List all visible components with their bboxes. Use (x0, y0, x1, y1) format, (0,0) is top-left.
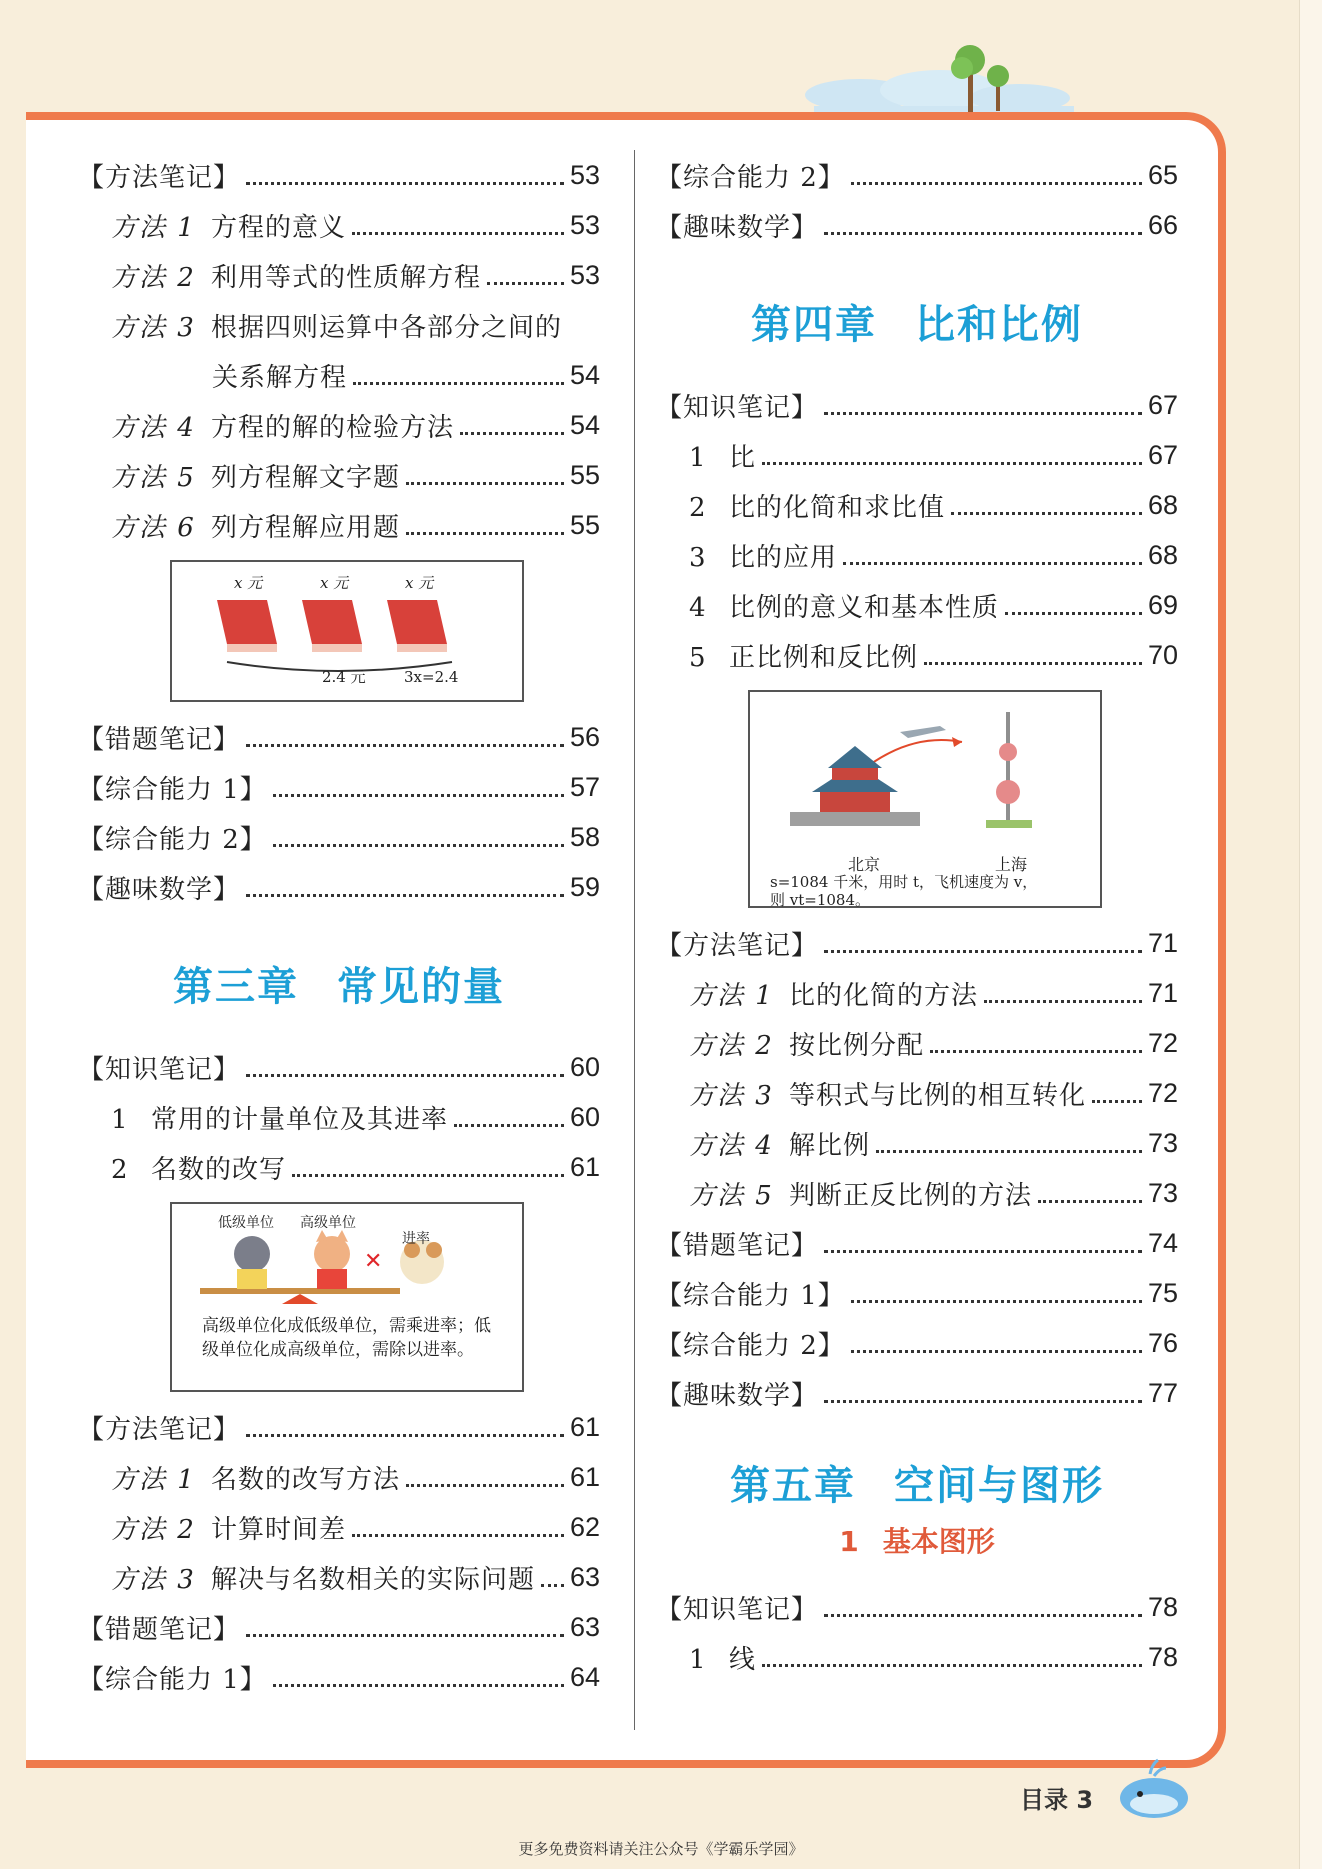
toc-entry-text: 等积式与比例的相互转化 (789, 1080, 1087, 1111)
toc-entry-text: 【方法笔记】 (78, 1414, 241, 1445)
toc-entry[interactable] (78, 1402, 600, 1452)
right-column (656, 150, 1178, 1682)
page-number: 76 (1147, 1327, 1178, 1358)
toc-entry-label (78, 1609, 246, 1646)
leader-dots (246, 1634, 564, 1637)
book-equation-label: 3x=2.4 (404, 668, 459, 686)
leader-dots (824, 1614, 1142, 1617)
panel-border-accent (26, 112, 56, 120)
toc-entry-label (212, 357, 353, 394)
toc-entry-label (111, 307, 568, 344)
leader-dots (541, 1584, 564, 1587)
section-1-title: 基本图形 (882, 1525, 995, 1558)
toc-entry-label (111, 257, 487, 294)
page-number: 63 (569, 1561, 600, 1592)
toc-entry-text: 【错题笔记】 (656, 1230, 819, 1261)
toc-entry-label (78, 869, 246, 906)
toc-entry[interactable] (78, 1602, 600, 1652)
page-number: 77 (1147, 1377, 1178, 1408)
whale-icon (1110, 1754, 1200, 1824)
toc-entry[interactable] (78, 1452, 600, 1502)
page-number: 59 (569, 871, 600, 902)
page-number: 53 (569, 209, 600, 240)
toc-entry-text: 根据四则运算中各部分之间的 (211, 312, 563, 343)
toc-entry-label (656, 157, 851, 194)
leader-dots (246, 1074, 564, 1077)
toc-entry-label (78, 157, 246, 194)
page-number: 67 (1147, 389, 1178, 420)
item-number: 3 (689, 542, 707, 573)
leader-dots (824, 1400, 1142, 1403)
toc-entry-label (111, 1099, 454, 1136)
leader-dots (824, 232, 1142, 235)
leader-dots (1092, 1100, 1142, 1103)
chapter-4-heading (656, 270, 1178, 380)
toc-entry-label (656, 925, 824, 962)
toc-entry-text: 解决与名数相关的实际问题 (211, 1564, 536, 1595)
toc-entry-text: 【知识笔记】 (78, 1054, 241, 1085)
toc-entry-label (656, 1375, 824, 1412)
travel-caption-line-2: 则 vt=1084。 (770, 891, 871, 909)
leader-dots (984, 1000, 1142, 1003)
toc-entry[interactable] (656, 1068, 1178, 1118)
toc-entry[interactable] (78, 500, 600, 550)
page-number: 71 (1147, 927, 1178, 958)
item-number: 2 (111, 1154, 129, 1185)
toc-entry-text: 【趣味数学】 (78, 874, 241, 905)
toc-entry-text: 【方法笔记】 (78, 162, 241, 193)
toc-entry-text: 【知识笔记】 (656, 392, 819, 423)
toc-entry-label (111, 207, 352, 244)
toc-entry-text: 【综合能力 2】 (78, 824, 267, 855)
page-number: 56 (569, 721, 600, 752)
page-number: 71 (1147, 977, 1178, 1008)
toc-entry-text: 比 (729, 442, 757, 473)
toc-entry[interactable] (78, 1092, 600, 1142)
page-number: 67 (1147, 439, 1178, 470)
toc-entry-text: 【综合能力 1】 (78, 1664, 267, 1695)
page-number: 64 (569, 1661, 600, 1692)
chapter-4-title: 比和比例 (915, 302, 1083, 348)
rate-label: 进率 (402, 1231, 430, 1247)
toc-entry[interactable] (656, 1018, 1178, 1068)
leader-dots (851, 1300, 1142, 1303)
units-caption: 高级单位化成低级单位，需乘进率；低级单位化成高级单位，需除以进率。 (202, 1316, 491, 1360)
trees-and-clouds-decoration (790, 20, 1090, 120)
travel-caption-line-1: s=1084 千米，用时 t，飞机速度为 v， (770, 873, 1038, 891)
toc-entry[interactable] (656, 1582, 1178, 1632)
page-number: 62 (569, 1511, 600, 1542)
travel-drawing (750, 692, 1100, 852)
page-number: 61 (569, 1461, 600, 1492)
toc-entry[interactable] (78, 1552, 600, 1602)
toc-entry[interactable] (656, 430, 1178, 480)
toc-entry[interactable] (78, 150, 600, 200)
toc-entry-text: 比的化简和求比值 (729, 492, 946, 523)
page-tag: 目录 3 (1020, 1786, 1094, 1814)
toc-entry-label (78, 769, 273, 806)
toc-entry-label (111, 407, 460, 444)
toc-entry[interactable] (656, 1368, 1178, 1418)
toc-entry[interactable] (656, 630, 1178, 680)
page-number: 54 (569, 359, 600, 390)
toc-entry-label (689, 487, 951, 524)
page-number: 66 (1147, 209, 1178, 240)
toc-entry[interactable] (78, 1502, 600, 1552)
toc-entry-text: 按比例分配 (789, 1030, 925, 1061)
page-number: 65 (1147, 159, 1178, 190)
method-tag: 方法 5 (689, 1180, 774, 1211)
toc-entry-text: 利用等式的性质解方程 (211, 262, 482, 293)
chapter-3-number: 第三章 (173, 964, 299, 1010)
toc-entry[interactable] (78, 300, 600, 350)
leader-dots (762, 1664, 1142, 1667)
toc-entry-text: 名数的改写方法 (211, 1464, 401, 1495)
toc-entry[interactable] (78, 1142, 600, 1192)
toc-entry-label (656, 387, 824, 424)
toc-entry-label (689, 1125, 876, 1162)
method-tag: 方法 2 (111, 262, 196, 293)
leader-dots (824, 950, 1142, 953)
toc-entry-label (689, 437, 762, 474)
toc-entry-text: 列方程解文字题 (211, 462, 401, 493)
leader-dots (246, 182, 564, 185)
page-number: 69 (1147, 589, 1178, 620)
page-number: 78 (1147, 1641, 1178, 1672)
toc-entry-label (689, 1025, 930, 1062)
page-number: 73 (1147, 1177, 1178, 1208)
toc-entry[interactable] (78, 250, 600, 300)
toc-entry[interactable] (656, 1118, 1178, 1168)
leader-dots (273, 1684, 564, 1687)
toc-entry-text: 【错题笔记】 (78, 724, 241, 755)
toc-entry[interactable] (78, 762, 600, 812)
item-number: 4 (689, 592, 707, 623)
leader-dots (246, 1434, 564, 1437)
page-number: 68 (1147, 489, 1178, 520)
toc-entry-label (689, 975, 984, 1012)
page-edge (1299, 0, 1322, 1869)
toc-entry[interactable] (656, 580, 1178, 630)
toc-entry-label (656, 1225, 824, 1262)
toc-entry[interactable] (78, 450, 600, 500)
toc-entry-label (111, 457, 406, 494)
toc-entry-text: 比例的意义和基本性质 (729, 592, 1000, 623)
leader-dots (487, 282, 564, 285)
toc-entry-text: 名数的改写 (151, 1154, 287, 1185)
method-tag: 方法 1 (689, 980, 774, 1011)
leader-dots (273, 794, 564, 797)
method-tag: 方法 3 (111, 312, 196, 343)
page-number: 61 (569, 1411, 600, 1442)
toc-entry-label (656, 1325, 851, 1362)
toc-entry-label (111, 507, 406, 544)
leader-dots (292, 1174, 564, 1177)
left-column (78, 150, 600, 1702)
item-number: 1 (111, 1104, 129, 1135)
page-number: 60 (569, 1051, 600, 1082)
item-number: 5 (689, 642, 707, 673)
book-total-label: 2.4 元 (322, 668, 366, 686)
page-number: 53 (569, 259, 600, 290)
units-illustration (170, 1202, 524, 1392)
leader-dots (406, 532, 564, 535)
leader-dots (851, 1350, 1142, 1353)
toc-entry-text: 比的化简的方法 (789, 980, 979, 1011)
leader-dots (824, 412, 1142, 415)
toc-entry-text: 方程的解的检验方法 (211, 412, 455, 443)
toc-entry[interactable] (78, 712, 600, 762)
toc-entry-text: 线 (729, 1644, 757, 1675)
method-tag: 方法 2 (689, 1030, 774, 1061)
leader-dots (824, 1250, 1142, 1253)
page-number: 63 (569, 1611, 600, 1642)
method-tag: 方法 4 (111, 412, 196, 443)
leader-dots (406, 1484, 564, 1487)
column-divider (634, 150, 635, 1730)
toc-entry-text: 计算时间差 (211, 1514, 347, 1545)
toc-entry-text: 判断正反比例的方法 (789, 1180, 1033, 1211)
toc-entry-text: 【趣味数学】 (656, 212, 819, 243)
toc-entry[interactable] (78, 1652, 600, 1702)
page-number: 57 (569, 771, 600, 802)
section-1-number: 1 (839, 1525, 859, 1558)
toc-entry[interactable] (656, 1168, 1178, 1218)
page-number: 68 (1147, 539, 1178, 570)
chapter-5-heading (656, 1438, 1178, 1522)
page-number: 58 (569, 821, 600, 852)
page-number: 73 (1147, 1127, 1178, 1158)
item-number: 2 (689, 492, 707, 523)
chapter-5-title: 空间与图形 (894, 1463, 1104, 1509)
toc-entry-text: 比的应用 (729, 542, 838, 573)
toc-entry[interactable] (656, 480, 1178, 530)
leader-dots (246, 744, 564, 747)
toc-entry-text: 【错题笔记】 (78, 1614, 241, 1645)
toc-entry-text: 解比例 (789, 1130, 871, 1161)
toc-entry[interactable] (78, 200, 600, 250)
chapter-3-title: 常见的量 (337, 964, 505, 1010)
method-tag: 方法 2 (111, 1514, 196, 1545)
toc-entry[interactable] (656, 1318, 1178, 1368)
book-price-label-3: x 元 (405, 574, 434, 592)
toc-entry[interactable] (78, 350, 600, 400)
toc-entry-label (656, 1275, 851, 1312)
method-tag: 方法 3 (111, 1564, 196, 1595)
page-number: 53 (569, 159, 600, 190)
leader-dots (924, 662, 1142, 665)
toc-entry-text: 【综合能力 1】 (656, 1280, 845, 1311)
page-number: 54 (569, 409, 600, 440)
page-number: 55 (569, 509, 600, 540)
leader-dots (406, 482, 564, 485)
toc-entry-label (111, 1559, 541, 1596)
leader-dots (273, 844, 564, 847)
toc-entry-text: 【方法笔记】 (656, 930, 819, 961)
toc-entry-label (689, 537, 843, 574)
books-illustration (170, 560, 524, 702)
toc-entry-label (78, 719, 246, 756)
toc-entry-label (689, 587, 1005, 624)
chapter-5-number: 第五章 (730, 1463, 856, 1509)
method-tag: 方法 1 (111, 212, 196, 243)
toc-entry[interactable] (656, 380, 1178, 430)
chapter-3-heading (78, 932, 600, 1042)
method-tag: 方法 1 (111, 1464, 196, 1495)
city-a-label: 北京 (848, 855, 881, 874)
toc-entry-text: 常用的计量单位及其进率 (151, 1104, 449, 1135)
leader-dots (851, 182, 1142, 185)
toc-entry[interactable] (656, 200, 1178, 250)
chapter-4-number: 第四章 (751, 302, 877, 348)
toc-entry-label (689, 1175, 1038, 1212)
footer-note: 更多免费资料请关注公众号《学霸乐学园》 (518, 1840, 804, 1858)
toc-entry-text: 关系解方程 (212, 362, 348, 393)
method-tag: 方法 4 (689, 1130, 774, 1161)
toc-entry[interactable] (656, 1268, 1178, 1318)
leader-dots (876, 1150, 1142, 1153)
page-number: 75 (1147, 1277, 1178, 1308)
leader-dots (843, 562, 1142, 565)
leader-dots (1038, 1200, 1142, 1203)
toc-entry-label (689, 637, 924, 674)
leader-dots (352, 1534, 564, 1537)
page-number: 78 (1147, 1591, 1178, 1622)
toc-entry-text: 【趣味数学】 (656, 1380, 819, 1411)
page-number: 72 (1147, 1077, 1178, 1108)
toc-entry[interactable] (656, 1632, 1178, 1682)
leader-dots (246, 894, 564, 897)
toc-entry-text: 【综合能力 2】 (656, 162, 845, 193)
low-unit-label: 低级单位 (218, 1215, 274, 1231)
method-tag: 方法 3 (689, 1080, 774, 1111)
leader-dots (930, 1050, 1142, 1053)
item-number: 1 (689, 1644, 707, 1675)
svg-text:✕: ✕ (364, 1249, 383, 1274)
section-1-heading (656, 1522, 1178, 1582)
high-unit-label: 高级单位 (300, 1215, 356, 1231)
city-b-label: 上海 (995, 855, 1028, 874)
page-number: 70 (1147, 639, 1178, 670)
toc-entry[interactable] (78, 862, 600, 912)
leader-dots (352, 232, 564, 235)
toc-entry-label (656, 207, 824, 244)
item-number: 1 (689, 442, 707, 473)
toc-entry-label (656, 1589, 824, 1626)
method-tag: 方法 6 (111, 512, 196, 543)
page-number: 74 (1147, 1227, 1178, 1258)
toc-entry[interactable] (78, 812, 600, 862)
toc-entry-text: 正比例和反比例 (729, 642, 919, 673)
leader-dots (460, 432, 564, 435)
toc-entry-label (78, 1659, 273, 1696)
book-price-label-1: x 元 (234, 574, 263, 592)
toc-entry-label (689, 1639, 762, 1676)
toc-entry-label (78, 1049, 246, 1086)
travel-illustration (748, 690, 1102, 908)
page-number: 61 (569, 1151, 600, 1182)
toc-entry-text: 方程的意义 (211, 212, 347, 243)
toc-entry[interactable] (656, 918, 1178, 968)
toc-entry-text: 【综合能力 2】 (656, 1330, 845, 1361)
toc-entry[interactable] (78, 400, 600, 450)
toc-entry[interactable] (656, 1218, 1178, 1268)
toc-entry-label (78, 1409, 246, 1446)
method-tag: 方法 5 (111, 462, 196, 493)
toc-entry-label (111, 1509, 352, 1546)
toc-entry-label (111, 1149, 292, 1186)
toc-entry-label (111, 1459, 406, 1496)
toc-entry-text: 列方程解应用题 (211, 512, 401, 543)
toc-entry[interactable] (656, 530, 1178, 580)
page-number: 60 (569, 1101, 600, 1132)
toc-entry[interactable] (656, 150, 1178, 200)
leader-dots (1005, 612, 1142, 615)
page-number: 72 (1147, 1027, 1178, 1058)
leader-dots (762, 462, 1142, 465)
toc-entry-label (689, 1075, 1092, 1112)
toc-entry-text: 【知识笔记】 (656, 1594, 819, 1625)
book-price-label-2: x 元 (320, 574, 349, 592)
toc-entry[interactable] (78, 1042, 600, 1092)
toc-entry-label (78, 819, 273, 856)
leader-dots (951, 512, 1142, 515)
page-number: 55 (569, 459, 600, 490)
leader-dots (353, 382, 564, 385)
toc-entry[interactable] (656, 968, 1178, 1018)
toc-entry-text: 【综合能力 1】 (78, 774, 267, 805)
leader-dots (454, 1124, 564, 1127)
